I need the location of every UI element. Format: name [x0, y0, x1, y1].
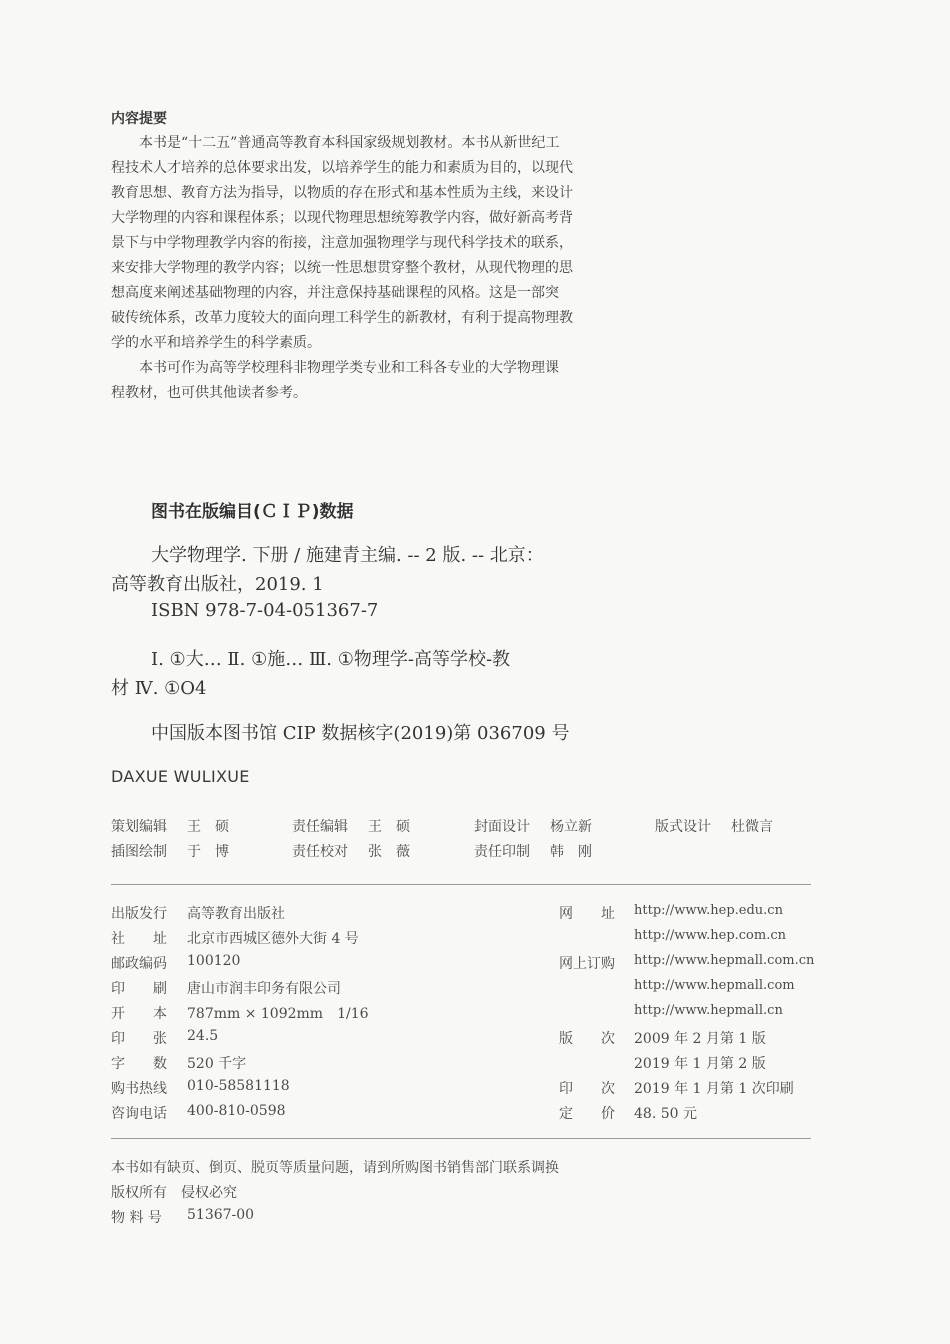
shop-url: http://www.hepmall.com	[634, 978, 795, 993]
abstract-line: 景下与中学物理教学内容的衔接，注意加强物理学与现代科学技术的联系，	[111, 235, 573, 251]
abstract-line: 程技术人才培养的总体要求出发，以培养学生的能力和素质为目的，以现代	[111, 160, 573, 176]
price-label: 定 价	[559, 1106, 615, 1122]
pub-value: 24.5	[187, 1028, 219, 1044]
cip-classification-cont: 材 Ⅳ. ①O4	[111, 678, 207, 699]
pub-value: 100120	[187, 953, 241, 969]
pub-value: 010-58581118	[187, 1078, 290, 1094]
abstract-body	[111, 131, 606, 406]
staff-name: 王 硕	[187, 819, 229, 835]
pub-label: 字 数	[111, 1056, 167, 1072]
pub-value: 唐山市润丰印务有限公司	[187, 981, 341, 997]
print-label: 印 次	[559, 1081, 615, 1097]
divider-top	[111, 884, 811, 885]
edition-label: 版 次	[559, 1031, 615, 1047]
shop-label: 网上订购	[559, 956, 615, 972]
pub-value: 高等教育出版社	[187, 906, 285, 922]
material-label: 物 料 号	[111, 1210, 162, 1226]
pub-label: 咨询电话	[111, 1106, 167, 1122]
copyright-notice: 版权所有 侵权必究	[111, 1185, 237, 1201]
abstract-line: 大学物理的内容和课程体系；以现代物理思想统筹教学内容，做好新高考背	[111, 210, 573, 226]
pub-value: 400-810-0598	[187, 1103, 286, 1119]
abstract-heading: 内容提要	[111, 111, 167, 127]
abstract-line: 本书可作为高等学校理科非物理学类专业和工科各专业的大学物理课	[139, 360, 559, 376]
staff-name: 杜微言	[731, 819, 773, 835]
cip-isbn: ISBN 978-7-04-051367-7	[151, 600, 379, 621]
staff-name: 张 薇	[368, 844, 410, 860]
pub-label: 开 本	[111, 1006, 167, 1022]
pub-value: 787mm × 1092mm 1/16	[187, 1006, 369, 1022]
staff-label: 插图绘制	[111, 844, 167, 860]
abstract-line: 学的水平和培养学生的科学素质。	[111, 335, 321, 351]
pub-label: 社 址	[111, 931, 167, 947]
abstract-line: 想高度来阐述基础物理的内容，并注意保持基础课程的风格。这是一部突	[111, 285, 559, 301]
edition-value: 2009 年 2 月第 1 版	[634, 1031, 766, 1047]
abstract-line: 本书是“十二五”普通高等教育本科国家级规划教材。本书从新世纪工	[139, 135, 560, 151]
staff-label: 版式设计	[655, 819, 711, 835]
pub-label: 印 刷	[111, 981, 167, 997]
staff-label: 责任校对	[292, 844, 348, 860]
staff-name: 王 硕	[368, 819, 410, 835]
print-value: 2019 年 1 月第 1 次印刷	[634, 1081, 794, 1097]
pub-value: 北京市西城区德外大街 4 号	[187, 931, 359, 947]
staff-name: 杨立新	[550, 819, 592, 835]
shop-url: http://www.hepmall.com.cn	[634, 953, 815, 968]
abstract-line: 教育思想、教育方法为指导，以物质的存在形式和基本性质为主线，来设计	[111, 185, 573, 201]
material-number: 51367-00	[187, 1207, 255, 1223]
cip-title-line: 大学物理学. 下册 / 施建青主编. -- 2 版. -- 北京：	[151, 545, 544, 566]
website-label: 网 址	[559, 906, 615, 922]
cip-heading: 图书在版编目(ＣＩＰ)数据	[151, 502, 354, 522]
pub-label: 出版发行	[111, 906, 167, 922]
quality-notice: 本书如有缺页、倒页、脱页等质量问题，请到所购图书销售部门联系调换	[111, 1160, 559, 1176]
abstract-line: 程教材，也可供其他读者参考。	[111, 385, 307, 401]
staff-label: 责任编辑	[292, 819, 348, 835]
staff-label: 策划编辑	[111, 819, 167, 835]
pub-label: 邮政编码	[111, 956, 167, 972]
cip-number: 中国版本图书馆 CIP 数据核字(2019)第 036709 号	[151, 723, 570, 744]
website-url: http://www.hep.edu.cn	[634, 903, 783, 918]
abstract-line: 破传统体系，改革力度较大的面向理工科学生的新教材，有利于提高物理教	[111, 310, 573, 326]
shop-url: http://www.hepmall.cn	[634, 1003, 783, 1018]
staff-name: 于 博	[187, 844, 229, 860]
price-value: 48. 50 元	[634, 1106, 697, 1122]
abstract-line: 来安排大学物理的教学内容；以统一性思想贯穿整个教材，从现代物理的思	[111, 260, 573, 276]
cip-classification: Ⅰ. ①大… Ⅱ. ①施… Ⅲ. ①物理学-高等学校-教	[151, 649, 511, 670]
edition-value: 2019 年 1 月第 2 版	[634, 1056, 766, 1072]
cip-publisher-line: 高等教育出版社，2019. 1	[111, 574, 324, 595]
staff-label: 责任印制	[474, 844, 530, 860]
divider-bottom	[111, 1138, 811, 1139]
staff-label: 封面设计	[474, 819, 530, 835]
staff-name: 韩 刚	[550, 844, 592, 860]
pub-label: 购书热线	[111, 1081, 167, 1097]
pub-value: 520 千字	[187, 1056, 247, 1072]
pinyin-title: DAXUE WULIXUE	[111, 767, 250, 786]
website-url: http://www.hep.com.cn	[634, 928, 786, 943]
pub-label: 印 张	[111, 1031, 167, 1047]
